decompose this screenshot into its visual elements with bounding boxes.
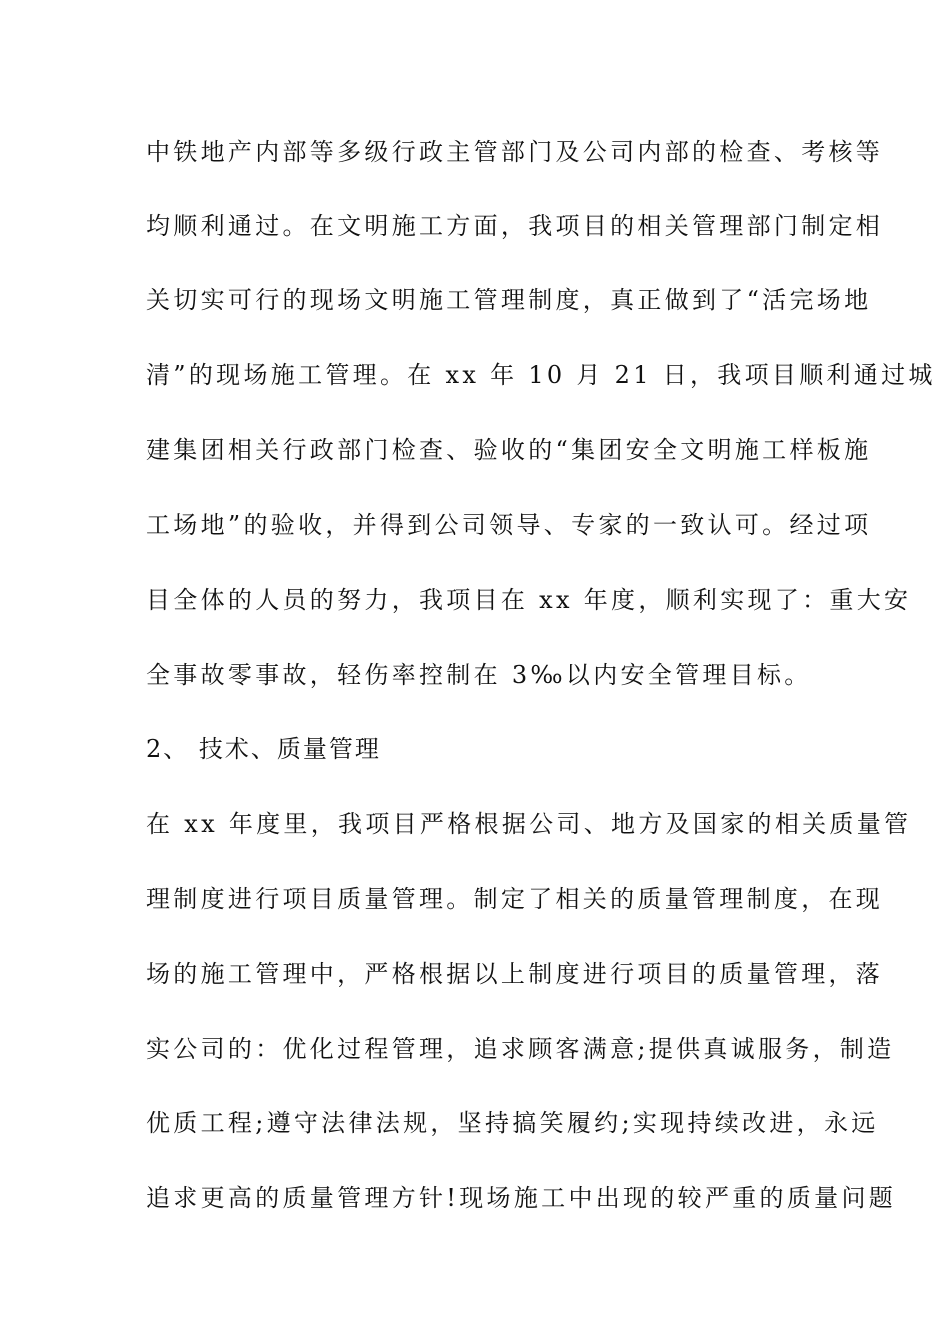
paragraph-line: 场的施工管理中，严格根据以上制度进行项目的质量管理，落 [146, 960, 884, 988]
paragraph-line: 中铁地产内部等多级行政主管部门及公司内部的检查、考核等 [146, 138, 884, 166]
section-heading: 2、 技术、质量管理 [146, 735, 381, 763]
paragraph-line: 清”的现场施工管理。在 xx 年 10 月 21 日，我项目顺利通过城 [146, 361, 936, 389]
paragraph-line: 建集团相关行政部门检查、验收的“集团安全文明施工样板施 [146, 436, 872, 464]
paragraph-line: 关切实可行的现场文明施工管理制度，真正做到了“活完场地 [146, 286, 872, 314]
paragraph-line: 全事故零事故，轻伤率控制在 3‰以内安全管理目标。 [146, 661, 812, 689]
paragraph-line: 追求更高的质量管理方针!现场施工中出现的较严重的质量问题 [146, 1184, 897, 1212]
paragraph-line: 优质工程;遵守法律法规，坚持搞笑履约;实现持续改进，永远 [146, 1109, 879, 1137]
paragraph-line: 目全体的人员的努力，我项目在 xx 年度，顺利实现了：重大安 [146, 586, 912, 614]
paragraph-line: 均顺利通过。在文明施工方面，我项目的相关管理部门制定相 [146, 212, 884, 240]
paragraph-line: 工场地”的验收，并得到公司领导、专家的一致认可。经过项 [146, 511, 872, 539]
paragraph-line: 在 xx 年度里，我项目严格根据公司、地方及国家的相关质量管 [146, 810, 912, 838]
paragraph-line: 理制度进行项目质量管理。制定了相关的质量管理制度，在现 [146, 885, 884, 913]
paragraph-line: 实公司的：优化过程管理，追求顾客满意;提供真诚服务，制造 [146, 1035, 895, 1063]
